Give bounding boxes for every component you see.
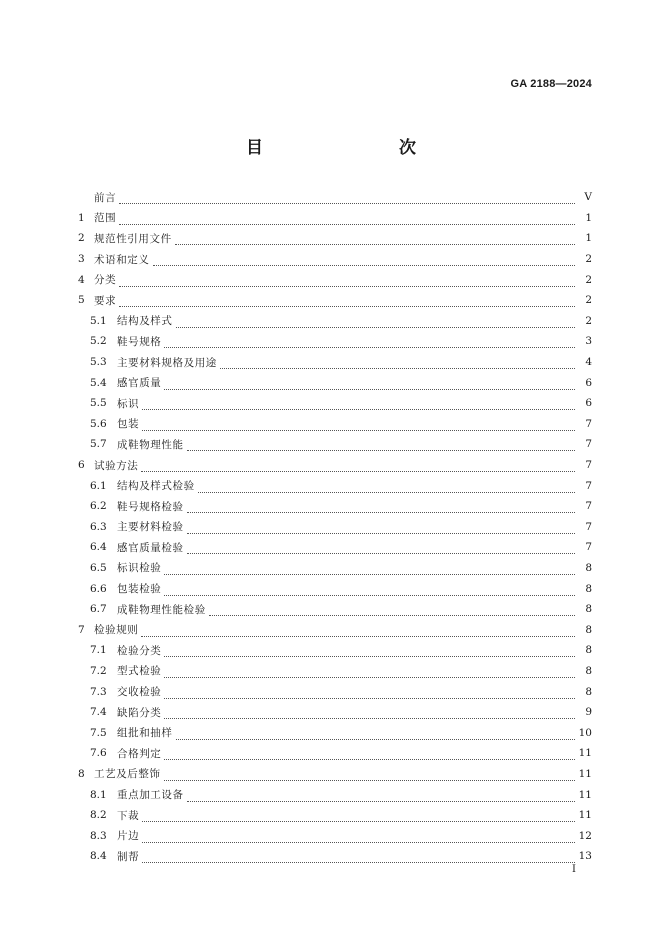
toc-entry-title: 工艺及后整饰 <box>94 768 161 781</box>
toc-dot-leader <box>164 645 575 657</box>
toc-entry[interactable] <box>78 290 592 311</box>
toc-entry-number: 6.2 <box>90 500 107 513</box>
toc-entry-number: 5.1 <box>90 314 107 327</box>
toc-entry-number: 7.2 <box>90 664 107 677</box>
toc-entry[interactable] <box>78 269 592 290</box>
toc-entry-number: 5.5 <box>90 397 107 410</box>
toc-entry-title: 片边 <box>117 830 140 843</box>
toc-entry-page: 11 <box>578 747 592 760</box>
toc-entry-title: 包装检验 <box>117 583 162 596</box>
toc-entry-number: 8.2 <box>90 809 107 822</box>
toc-entry-number: 3 <box>78 253 85 266</box>
toc-entry[interactable] <box>78 578 592 599</box>
toc-entry-number: 6.6 <box>90 582 107 595</box>
toc-entry[interactable] <box>78 558 592 579</box>
toc-dot-leader <box>164 687 575 699</box>
toc-entry-number: 4 <box>78 273 85 286</box>
toc-dot-leader <box>119 213 575 225</box>
toc-dot-leader <box>220 357 575 369</box>
toc-entry-page: 2 <box>585 314 592 327</box>
toc-dot-leader <box>119 275 575 287</box>
toc-entry-title: 交收检验 <box>117 686 162 699</box>
toc-entry[interactable] <box>78 599 592 620</box>
toc-entry[interactable] <box>78 455 592 476</box>
toc-entry-number: 7.4 <box>90 706 107 719</box>
toc-entry-number: 7.3 <box>90 685 107 698</box>
toc-entry-number: 6.7 <box>90 603 107 616</box>
toc-entry-number: 8 <box>78 767 85 780</box>
toc-entry-title: 标识 <box>117 397 140 410</box>
toc-entry[interactable] <box>78 743 592 764</box>
toc-entry[interactable] <box>78 228 592 249</box>
toc-entry-page: 1 <box>585 211 592 224</box>
toc-entry-page: 8 <box>585 561 592 574</box>
toc-entry[interactable] <box>78 372 592 393</box>
toc-entry[interactable] <box>78 331 592 352</box>
toc-entry-number: 8.1 <box>90 788 107 801</box>
toc-entry-number: 5.3 <box>90 356 107 369</box>
toc-entry-page: V <box>584 191 592 204</box>
toc-dot-leader <box>141 625 575 637</box>
toc-entry-title: 分类 <box>94 274 117 287</box>
toc-entry[interactable] <box>78 187 592 208</box>
toc-entry-title: 鞋号规格 <box>117 335 162 348</box>
toc-entry[interactable] <box>78 764 592 785</box>
page-number: I <box>572 864 576 875</box>
toc-entry-title: 主要材料检验 <box>117 521 184 534</box>
toc-entry-title: 规范性引用文件 <box>94 232 172 245</box>
toc-entry[interactable] <box>78 537 592 558</box>
toc-entry-title: 要求 <box>94 294 117 307</box>
toc-entry-page: 3 <box>585 335 592 348</box>
toc-entry-title: 制帮 <box>117 850 140 863</box>
toc-entry-title: 型式检验 <box>117 665 162 678</box>
toc-dot-leader <box>164 748 575 760</box>
toc-entry[interactable] <box>78 681 592 702</box>
toc-entry[interactable] <box>78 414 592 435</box>
toc-entry-page: 11 <box>578 767 592 780</box>
toc-dot-leader <box>175 233 575 245</box>
toc-entry-page: 6 <box>585 397 592 410</box>
toc-entry[interactable] <box>78 846 592 867</box>
toc-entry-page: 11 <box>578 809 592 822</box>
toc-dot-leader <box>187 542 575 554</box>
toc-entry-page: 7 <box>585 520 592 533</box>
toc-entry-page: 1 <box>585 232 592 245</box>
toc-dot-leader <box>119 295 575 307</box>
toc-entry[interactable] <box>78 661 592 682</box>
toc-entry[interactable] <box>78 825 592 846</box>
toc-entry-title: 前言 <box>94 191 117 204</box>
toc-entry-title: 感官质量 <box>117 377 162 390</box>
toc-dot-leader <box>119 192 575 204</box>
toc-entry-page: 8 <box>585 623 592 636</box>
toc-dot-leader <box>164 584 575 596</box>
toc-entry-title: 检验分类 <box>117 644 162 657</box>
toc-dot-leader <box>198 481 575 493</box>
toc-entry-number: 8.3 <box>90 829 107 842</box>
toc-entry-title: 成鞋物理性能检验 <box>117 603 206 616</box>
toc-entry[interactable] <box>78 311 592 332</box>
toc-dot-leader <box>142 398 575 410</box>
toc-entry[interactable] <box>78 805 592 826</box>
toc-entry-title: 组批和抽样 <box>117 727 173 740</box>
toc-dot-leader <box>164 336 575 348</box>
toc-entry-page: 7 <box>585 459 592 472</box>
toc-entry-title: 下裁 <box>117 809 140 822</box>
toc-entry-title: 试验方法 <box>94 459 139 472</box>
toc-entry[interactable] <box>78 640 592 661</box>
toc-entry-title: 重点加工设备 <box>117 789 184 802</box>
toc-dot-leader <box>187 790 575 802</box>
page-title: 目 次 <box>246 138 450 158</box>
toc-dot-leader <box>142 851 575 863</box>
toc-entry-number: 7.6 <box>90 747 107 760</box>
toc-dot-leader <box>164 769 575 781</box>
toc-entry[interactable] <box>78 393 592 414</box>
toc-entry-number: 2 <box>78 232 85 245</box>
toc-entry-number: 6 <box>78 459 85 472</box>
toc-entry-page: 4 <box>585 356 592 369</box>
toc-dot-leader <box>187 501 575 513</box>
toc-entry-page: 7 <box>585 438 592 451</box>
toc-dot-leader <box>164 378 575 390</box>
toc-entry-number: 6.1 <box>90 479 107 492</box>
standard-code: GA 2188—2024 <box>510 78 592 90</box>
toc-entry[interactable] <box>78 619 592 640</box>
toc-entry-title: 结构及样式 <box>117 315 173 328</box>
toc-entry-number: 5.2 <box>90 335 107 348</box>
toc-entry[interactable] <box>78 722 592 743</box>
toc-entry-number: 1 <box>78 211 85 224</box>
toc-dot-leader <box>187 439 575 451</box>
toc-entry-title: 结构及样式检验 <box>117 480 195 493</box>
toc-entry-page: 8 <box>585 664 592 677</box>
toc-entry[interactable] <box>78 784 592 805</box>
toc-entry-page: 8 <box>585 644 592 657</box>
toc-entry-page: 8 <box>585 582 592 595</box>
toc-dot-leader <box>164 563 575 575</box>
toc-entry-page: 2 <box>585 294 592 307</box>
toc-dot-leader <box>142 419 575 431</box>
toc-entry[interactable] <box>78 517 592 538</box>
toc-entry-page: 10 <box>578 726 592 739</box>
toc-entry-title: 成鞋物理性能 <box>117 438 184 451</box>
toc-entry-number: 6.4 <box>90 541 107 554</box>
toc-dot-leader <box>164 666 575 678</box>
toc-entry-title: 鞋号规格检验 <box>117 500 184 513</box>
toc-entry[interactable] <box>78 249 592 270</box>
toc-entry-page: 8 <box>585 603 592 616</box>
toc-entry-number: 5.4 <box>90 376 107 389</box>
toc-entry-number: 7 <box>78 623 85 636</box>
toc-entry-page: 8 <box>585 685 592 698</box>
toc-entry-page: 6 <box>585 376 592 389</box>
toc-entry-page: 12 <box>578 829 592 842</box>
toc-entry-title: 缺陷分类 <box>117 706 162 719</box>
toc-entry[interactable] <box>78 208 592 229</box>
toc-dot-leader <box>164 707 575 719</box>
toc-entry-page: 7 <box>585 417 592 430</box>
toc-entry-number: 7.1 <box>90 644 107 657</box>
toc-entry-title: 范围 <box>94 212 117 225</box>
toc-entry-page: 7 <box>585 500 592 513</box>
toc-entry-title: 合格判定 <box>117 747 162 760</box>
toc-entry[interactable] <box>78 352 592 373</box>
toc-entry[interactable] <box>78 496 592 517</box>
toc-entry-number: 6.3 <box>90 520 107 533</box>
toc-entry[interactable] <box>78 702 592 723</box>
toc-entry-page: 9 <box>585 706 592 719</box>
toc-dot-leader <box>187 522 575 534</box>
toc-entry-page: 2 <box>585 253 592 266</box>
toc-entry-title: 感官质量检验 <box>117 541 184 554</box>
toc-dot-leader <box>142 810 575 822</box>
toc-entry-number: 5 <box>78 294 85 307</box>
toc-dot-leader <box>142 831 575 843</box>
toc-entry-number: 6.5 <box>90 561 107 574</box>
toc-entry-page: 2 <box>585 273 592 286</box>
toc-entry[interactable] <box>78 475 592 496</box>
toc-dot-leader <box>176 728 576 740</box>
toc-entry-number: 5.7 <box>90 438 107 451</box>
toc-entry-title: 主要材料规格及用途 <box>117 356 217 369</box>
toc-entry-title: 标识检验 <box>117 562 162 575</box>
toc-dot-leader <box>176 316 576 328</box>
toc-entry-title: 检验规则 <box>94 624 139 637</box>
toc-entry[interactable] <box>78 434 592 455</box>
toc-entry-page: 11 <box>578 788 592 801</box>
table-of-contents <box>78 187 592 867</box>
toc-dot-leader <box>209 604 575 616</box>
toc-entry-page: 7 <box>585 479 592 492</box>
toc-entry-page: 13 <box>578 850 592 863</box>
toc-entry-number: 8.4 <box>90 850 107 863</box>
toc-dot-leader <box>141 460 575 472</box>
toc-entry-page: 7 <box>585 541 592 554</box>
toc-entry-title: 术语和定义 <box>94 253 150 266</box>
toc-dot-leader <box>153 254 576 266</box>
toc-entry-number: 7.5 <box>90 726 107 739</box>
toc-entry-number: 5.6 <box>90 417 107 430</box>
toc-entry-title: 包装 <box>117 418 140 431</box>
